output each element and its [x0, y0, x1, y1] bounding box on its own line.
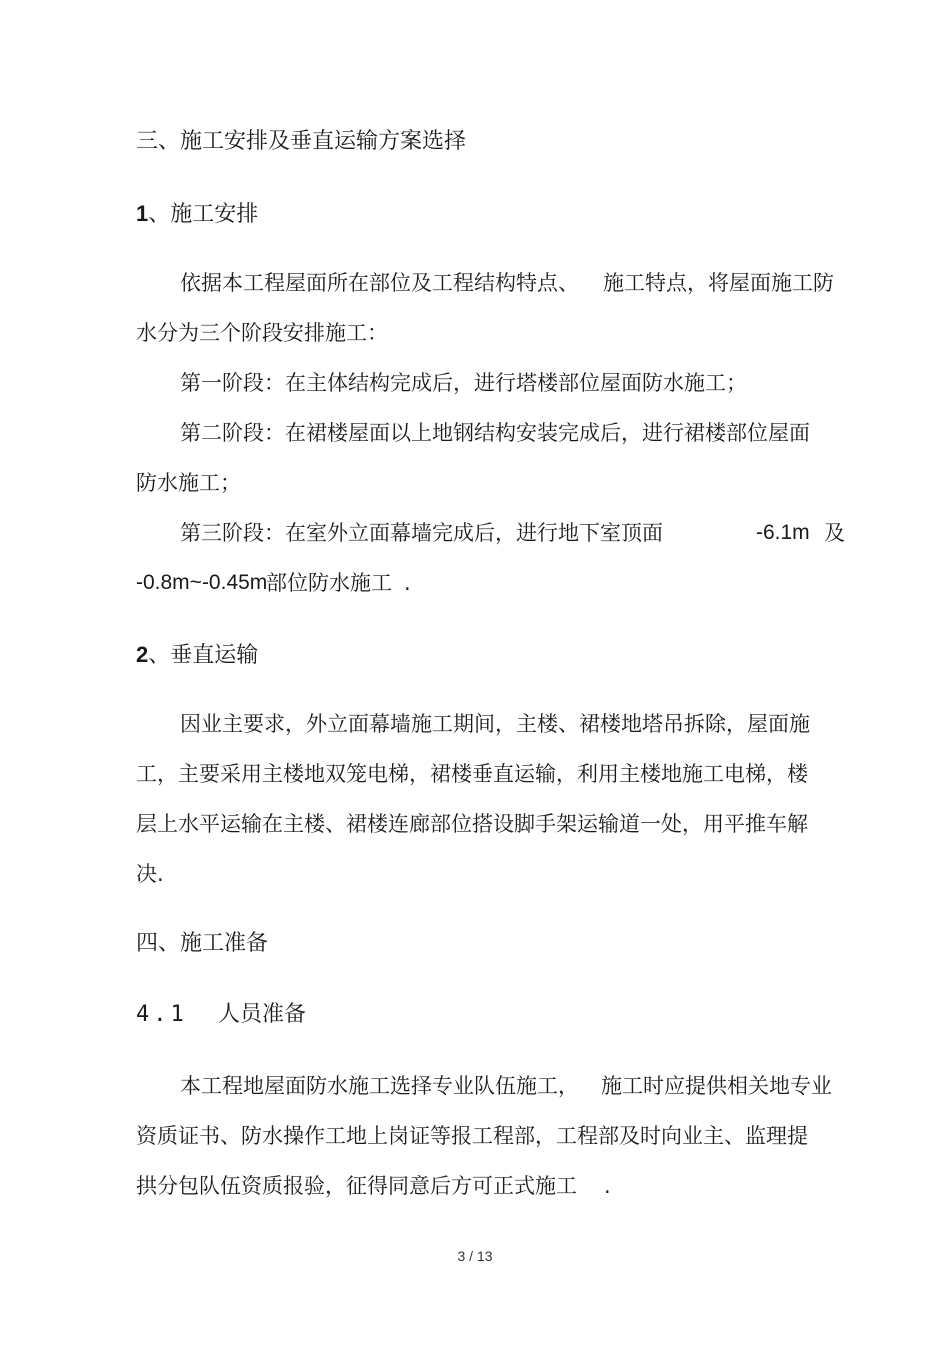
stage-3-elevation: -6.1m: [756, 521, 810, 544]
paragraph-line: 工，主要采用主楼地双笼电梯，裙楼垂直运输，利用主楼地施工电梯，楼: [136, 762, 808, 786]
stage-3-line: 及: [824, 521, 845, 545]
section-4-heading: 四、施工准备: [136, 931, 269, 956]
paragraph-line: 施工时应提供相关地专业: [601, 1074, 832, 1098]
subsection-1-title: 、施工安排: [148, 202, 259, 227]
page-indicator: 3 / 13: [457, 1248, 493, 1264]
subsection-2-title: 、垂直运输: [148, 643, 259, 668]
stage-3-line: 第三阶段：在室外立面幕墙完成后，进行地下室顶面: [180, 521, 663, 545]
paragraph-line: 因业主要求，外立面幕墙施工期间，主楼、裙楼地塔吊拆除，屋面施: [180, 712, 810, 736]
stage-2-line: 第二阶段：在裙楼屋面以上地钢结构安装完成后，进行裙楼部位屋面: [180, 421, 810, 445]
subsection-2-number: 2: [136, 642, 149, 667]
paragraph-line: 决.: [136, 862, 164, 886]
subsection-1-number: 1: [136, 201, 149, 226]
subsection-1-heading: [136, 199, 258, 229]
paragraph-line: 水分为三个阶段安排施工：: [136, 321, 388, 345]
section-3-heading: 三、施工安排及垂直运输方案选择: [136, 129, 467, 154]
paragraph-line: 资质证书、防水操作工地上岗证等报工程部，工程部及时向业主、监理提: [136, 1124, 808, 1148]
stage-2-line: 防水施工；: [136, 471, 241, 495]
paragraph-line: 层上水平运输在主楼、裙楼连廊部位搭设脚手架运输道一处，用平推车解: [136, 812, 808, 836]
stage-3-elevation-range: -0.8m~-0.45m: [136, 571, 268, 594]
stage-1-line: 第一阶段：在主体结构完成后，进行塔楼部位屋面防水施工；: [180, 371, 747, 395]
paragraph-line: 本工程地屋面防水施工选择专业队伍施工，: [180, 1074, 579, 1098]
paragraph-period: .: [604, 1174, 611, 1198]
paragraph-line: 依据本工程屋面所在部位及工程结构特点、: [180, 271, 579, 295]
subsection-4-1-number: 4.1: [136, 1002, 188, 1027]
stage-3-period: .: [404, 571, 411, 595]
paragraph-line: 拱分包队伍资质报验，征得同意后方可正式施工: [136, 1174, 577, 1198]
stage-3-line: 部位防水施工: [266, 571, 392, 595]
subsection-2-heading: [136, 640, 258, 670]
subsection-4-1-title: 人员准备: [218, 1002, 307, 1027]
paragraph-line: 施工特点，将屋面施工防: [603, 271, 834, 295]
